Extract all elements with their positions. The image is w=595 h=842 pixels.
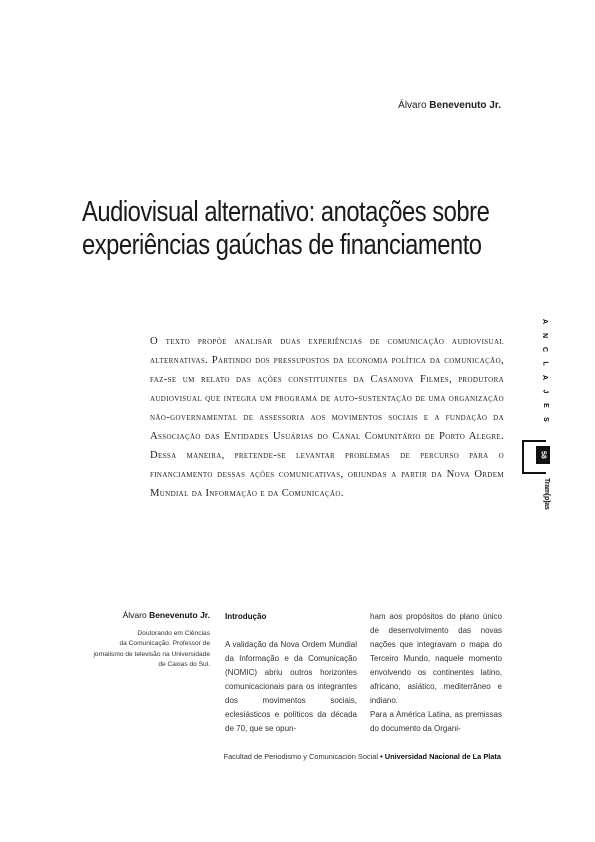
article-title [82,196,508,262]
journal-name: Tram[p]as [543,478,550,510]
bio-first-name: Álvaro [122,610,147,620]
body-paragraph-3: Para a América Latina, as premissas do documento da Organi- [370,710,502,733]
abstract: O texto propõe analisar duas experiências de comunicação audiovisual alternativas. Partindo dos pressupostos da economia política da comunicação, faz-se um relato das ações constituintes da Casanova Filmes, produtora audiovisual que integra um programa de auto-sustentação de uma organização não-governamental de assessoria aos movimentos sociais e a fundação da Associação das Entidades Usuárias do Canal Comunitário de Porto Alegre. Dessa maneira, pretende-se levantar problemas de percurso para o financiamento dessas ações comunicativas, oriundas a partir da Nova Ordem Mundial da Informação e da Comunicação. [150,336,504,499]
side-letter: L [541,361,549,366]
author-header [398,100,501,111]
section-heading: Introdução [225,612,267,621]
bio-line-2: da Comunicação. Professor de [119,640,210,647]
footer-university: Universidad Nacional de La Plata [384,752,501,761]
side-letter: A [541,374,549,381]
body-paragraph-2: ham aos propósitos do plano único de desenvolvimento das novas nações que integravam o mapa do Terceiro Mundo, naquele momento envolvendo os continentes latino, africano, asiático, mediterrâneo e indiano. [370,612,502,705]
footer-bullet: • [380,752,383,761]
footer-faculty: Facultad de Periodismo y Comunicación Social [223,752,379,761]
side-section-tag [536,318,554,423]
issue-number: 58 [536,446,550,464]
author-last-name: Benevenuto Jr. [429,100,501,111]
title-line-2: experiências gaúchas de financiamento [82,229,482,261]
body-column-2 [370,610,502,736]
body-paragraph-1: A validação da Nova Ordem Mundial da Informação e da Comunicação (NOMIC) abriu outros horizontes comunicacionais para os integrantes dos movimentos sociais, eclesiásticos e políticos da década de 70, que se opun- [225,640,357,733]
side-letter: N [541,332,549,339]
bio-line-1: Doutorando em Ciências [137,629,210,637]
side-letter: S [541,417,549,422]
bio-line-3: jornalismo de televisão na Universidade [93,650,210,658]
author-bio [60,610,210,671]
title-line-1: Audiovisual alternativo: anotações sobre [82,196,490,228]
side-letter: A [541,318,549,325]
bio-author-name [60,610,210,621]
side-letter: C [541,346,549,353]
side-letter: J [541,389,549,394]
author-first-name: Álvaro [398,100,427,111]
side-letter: E [541,403,549,408]
bio-line-4: de Caxias do Sul. [158,661,210,668]
body-column-1 [225,610,357,736]
bio-last-name: Benevenuto Jr. [149,610,210,620]
page-footer [224,752,501,761]
side-section-letters [536,318,554,423]
